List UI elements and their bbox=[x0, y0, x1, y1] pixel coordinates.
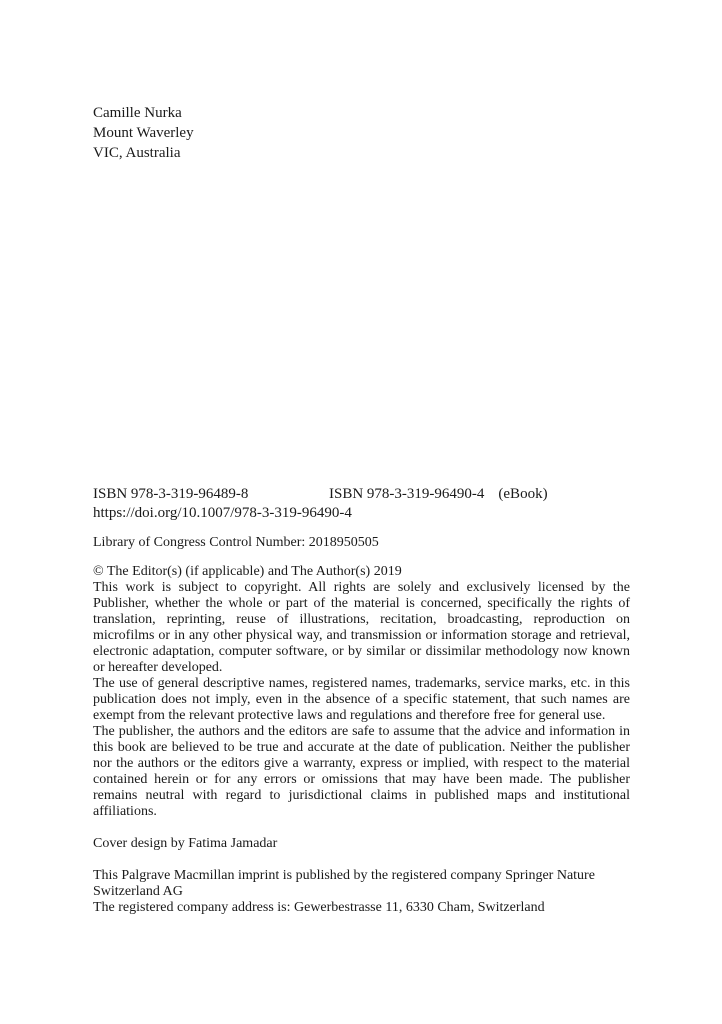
cover-credit: Cover design by Fatima Jamadar bbox=[93, 836, 278, 851]
author-address bbox=[93, 103, 194, 163]
isbn-row bbox=[93, 485, 630, 504]
copyright-line: © The Editor(s) (if applicable) and The Author(s) 2019 bbox=[93, 564, 402, 579]
doi-link[interactable]: https://doi.org/10.1007/978-3-319-96490-4 bbox=[93, 505, 352, 521]
publisher-line-1: This Palgrave Macmillan imprint is published by the registered company Springer Nature bbox=[93, 868, 595, 883]
address-name: Camille Nurka bbox=[93, 105, 182, 121]
isbn-ebook-label: (eBook) bbox=[498, 486, 548, 502]
copyright-paragraph: This work is subject to copyright. All rights are solely and exclusively licensed by the Publisher, whether the whole or part of the material is concerned, specifically the rights of translation, reprinting, reuse of illustrations, recitation, broadcasting, reproduction on microfilms or in any other physical way, and transmission or information storage and retrieval, electronic adaptation, computer software, or by similar or dissimilar methodology now known or hereafter developed. bbox=[93, 580, 630, 675]
trademark-paragraph: The use of general descriptive names, registered names, trademarks, service marks, etc. in this publication does not imply, even in the absence of a specific statement, that such names are exempt from the relevant protective laws and regulations and therefore free for general use. bbox=[93, 676, 630, 723]
isbn-ebook: ISBN 978-3-319-96490-4 bbox=[329, 486, 485, 502]
disclaimer-paragraph: The publisher, the authors and the editors are safe to assume that the advice and information in this book are believed to be true and accurate at the date of publication. Neither the publisher nor the authors or the editors give a warranty, express or implied, with respect to the material contained herein or for any errors or omissions that may have been made. The publisher remains neutral with regard to jurisdictional claims in published maps and institutional affiliations. bbox=[93, 724, 630, 819]
address-region: VIC, Australia bbox=[93, 145, 181, 161]
isbn-print: ISBN 978-3-319-96489-8 bbox=[93, 486, 249, 502]
publisher-address: The registered company address is: Gewerbestrasse 11, 6330 Cham, Switzerland bbox=[93, 900, 545, 915]
publisher-info bbox=[93, 868, 630, 916]
lccn: Library of Congress Control Number: 2018950505 bbox=[93, 535, 379, 550]
publisher-line-2: Switzerland AG bbox=[93, 884, 183, 899]
imprint-block bbox=[93, 485, 630, 916]
address-city: Mount Waverley bbox=[93, 125, 194, 141]
